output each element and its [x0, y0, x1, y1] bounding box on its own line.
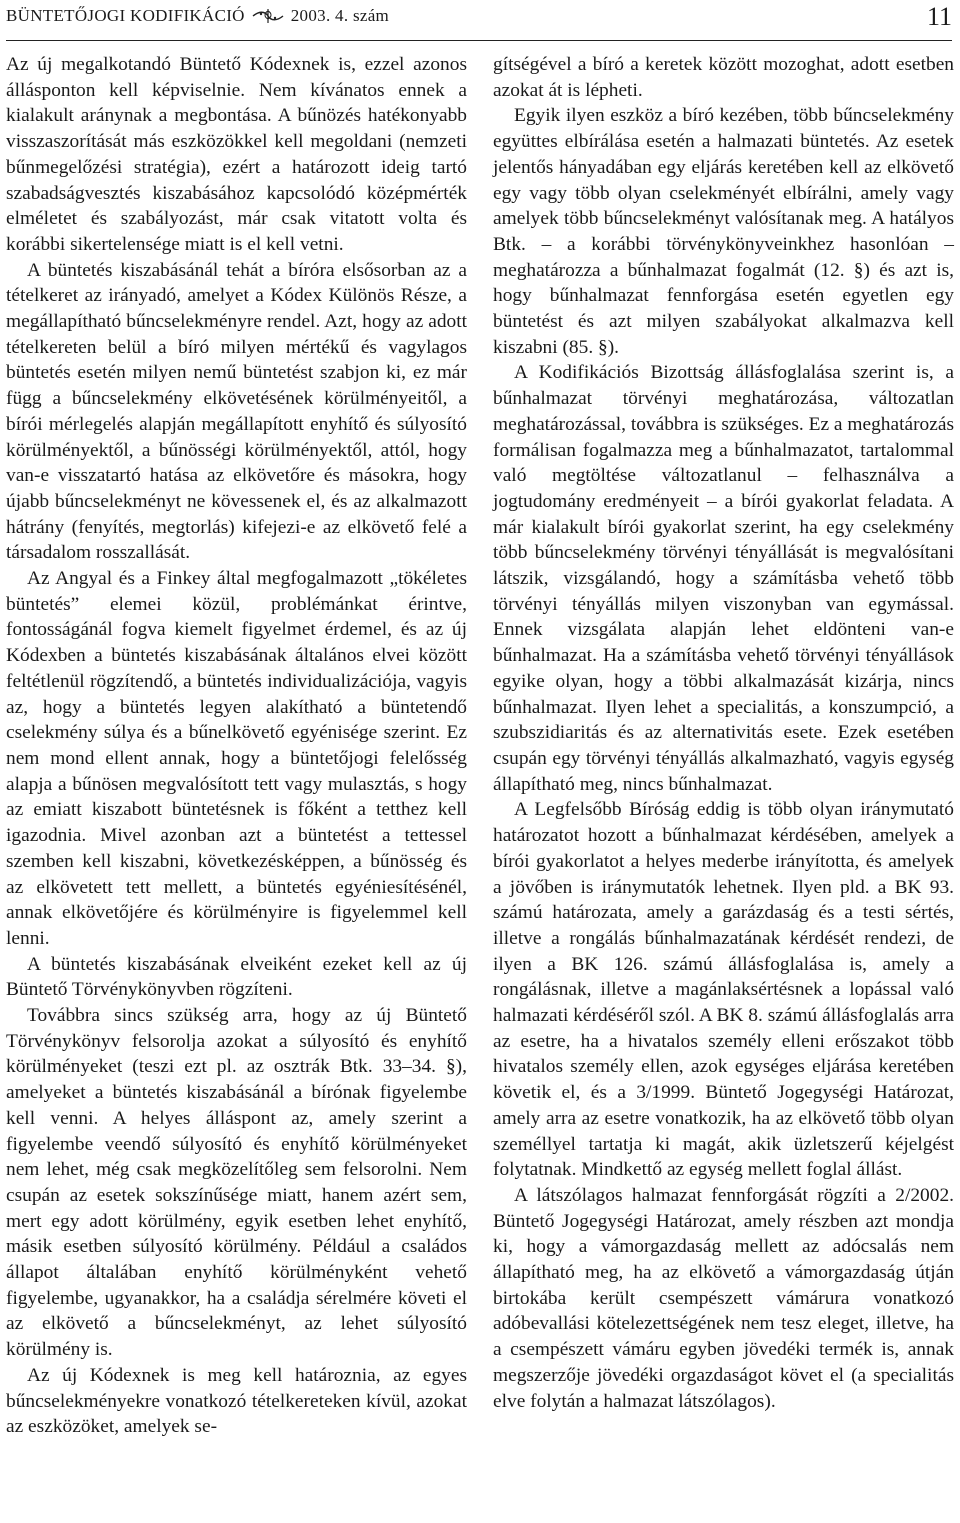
paragraph: A látszólagos halmazat fennforgását rögzíti a 2/2002. Büntető Jogegységi Határozat, amely részben azt mondja ki, hogy a vámorgazdaság mellett az adócsalás nem állapítható meg, ha az elkövető a vámorgazdaság útján birtokába került csempészett vámárura vonatkozó adóbevallási kötelezettségének nem tesz eleget, illetve, ha a csempészett vámáru egyben jövedéki termék is, annak megszerzője jövedéki orgazdaságot követ el (a specialitás elve folytán a halmazat látszólagos).	[493, 1184, 954, 1412]
article-body	[6, 52, 954, 1440]
paragraph: A Legfelsőbb Bíróság eddig is több olyan iránymutató határozatot hozott a bűnhalmazat kérdésében, amelyek a bírói gyakorlatot a helyes mederbe irányította, és amelyek a jövőben is iránymutatók lehetnek. Ilyen pld. a BK 93. számú határozata, amely a garázdaság és a testi sértés, illetve a rongálás bűnhalmazatának kérdését rendezi, de ilyen a BK 126. számú állásfoglalása is, amely a rongálásnak, illetve a magánlaksértésnek a lopással való halmazati kérdéséről szól. A BK 8. számú állásfoglalás arra az esetre, ha a hivatalos személy elleni erőszakot több hivatalos személy ellen, azok egységes eljárása keretében követik el, és a 3/1999. Büntető Jogegységi Határozat, amely arra az esetre vonatkozik, ha az elkövető több olyan személlyel tartatja ki magát, akik üzletszerű kéjelgést folytatnak. Mindkettő az egység mellett foglal állást.	[493, 799, 954, 1181]
paragraph: A büntetés kiszabásának elveiként ezeket kell az új Büntető Törvénykönyvben rögzíteni.	[6, 953, 467, 1001]
page-number: 11	[926, 2, 952, 31]
left-column	[6, 52, 467, 1440]
quill-ornament-icon	[251, 7, 285, 25]
page-header	[6, 0, 952, 41]
paragraph: Egyik ilyen eszköz a bíró kezében, több bűncselekmény együttes elbírálása esetén a halmazati büntetés. Az esetek jelentős hányadában egy eljárás keretében kell az elkövető egy vagy több olyan cselekményét elbírálni, amely vagy amelyek több bűncselekményt valósítanak meg. A hatályos Btk. – a korábbi törvénykönyveinkhez hasonlóan – meghatározza a bűnhalmazat fogalmát (12. §) és azt is, hogy bűnhalmazat fennforgása esetén egyetlen egy büntetést és azt milyen szabályokat alkalmazva kell kiszabni (85. §).	[493, 105, 954, 358]
paragraph: gítségével a bíró a keretek között mozoghat, adott esetben azokat át is lépheti.	[493, 54, 954, 101]
running-title: BÜNTETŐJOGI KODIFIKÁCIÓ	[6, 6, 245, 25]
paragraph: Az új megalkotandó Büntető Kódexnek is, ezzel azonos állásponton kell képviselnie. Nem kívánatos ennek a kialakult aránynak a megbontása. A bűnözés hatékonyabb visszaszorítását más eszközökkel kell megoldani (nemzeti bűnmegelőzési stratégia), ezért a határozott ideig tartó szabadságvesztés kiszabásához kapcsolódó középmérték elméletet és szabályozást, már csak vitatott volta és korábbi sikertelensége miatt is el kell vetni.	[6, 54, 467, 255]
paragraph: A büntetés kiszabásánál tehát a bíróra elsősorban az a tételkeret az irányadó, amelyet a Kódex Különös Része, a megállapítható bűncselekményre rendel. Azt, hogy az adott tételkereten belül a bíró milyen mértékű és vagylagos büntetés esetén milyen nemű büntetést szabjon ki, ez már függ a bűncselekmény elkövetésének körülményeitől, a bírói mérlegelés alapján megállapított enyhítő és súlyosító körülményektől, a bűnösségi körülményektől, attól, hogy van-e visszatartó hatása az elkövetőre és másokra, hogy újabb bűncselekményt ne kövessenek el, és az alkalmazott hátrány (fenyítés, megtorlás) kifejezi-e az elkövető felé a társadalom rosszallását.	[6, 259, 467, 564]
paragraph: A Kodifikációs Bizottság állásfoglalása szerint is, a bűnhalmazat törvényi meghatározása, változatlan meghatározással, továbbra is szükséges. Ez a meghatározás formálisan fogalmazza meg a bűnhalmazatot, tartalommal való megtöltése változatlanul – felhasználva a jogtudomány eredményeit – a bírói gyakorlat feladata. A már kialakult bírói gyakorlat szerint, ha egy cselekmény több bűncselekmény törvényi tényállását is megvalósítani látszik, vizsgálandó, hogy a számításba vehető több törvényi tényállás milyen viszonyban van egymással. Ennek vizsgálata alapján lehet eldönteni van-e bűnhalmazat. Ha a számításba vehető törvényi tényállások egyike olyan, hogy a többi alkalmazását kizárja, nincs bűnhalmazat. Ilyen lehet a specialitás, a konszumpció, a szubszidiaritás és az alternativitás esete. Ezek esetében csupán egy törvényi tényállás alkalmazható, vagyis egység állapítható meg, nincs bűnhalmazat.	[493, 362, 954, 795]
right-column	[493, 52, 954, 1440]
running-header	[6, 6, 389, 26]
paragraph: Továbbra sincs szükség arra, hogy az új Büntető Törvénykönyv felsorolja azokat a súlyosító és enyhítő körülményeket (teszi ezt pl. az osztrák Btk. 33–34. §), amelyeket a büntetés kiszabásánál a bírónak figyelembe kell venni. A helyes álláspont az, amely szerint a figyelembe veendő súlyosító és enyhítő körülményeket nem lehet, még csak megközelítőleg sem felsorolni. Nem csupán az esetek sokszínűsége miatt, hanem azért sem, mert egy adott körülmény, egyik esetben lehet enyhítő, másik esetben súlyosító körülmény. Például a családos állapot általában enyhítő körülményként vehető figyelembe, ugyanakkor, ha a családja sérelmére követi el az elkövető a bűncselekményt, az lehet súlyosító körülmény is.	[6, 1005, 467, 1361]
issue-label: 2003. 4. szám	[290, 6, 390, 25]
paragraph: Az új Kódexnek is meg kell határoznia, az egyes bűncselekményekre vonatkozó tételkereteken kívül, azokat az eszközöket, amelyek se-	[6, 1364, 467, 1438]
paragraph: Az Angyal és a Finkey által megfogalmazott „tökéletes büntetés” elemei közül, problémánkat érintve, fontosságánál fogva kiemelt figyelmet érdemel, és az új Kódexben a büntetés kiszabásának általános elvei között feltétlenül rögzítendő, a büntetés individualizációja, vagyis az, hogy a büntetés legyen alakítható a büntetendő cselekmény súlya és a bűnelkövető egyénisége szerint. Ez nem mond ellent annak, hogy a büntetőjogi felelősség alapja a bűnösen megvalósított tett vagy mulasztás, s hogy az emiatt kiszabott büntetésnek is főként a tetthez kell igazodnia. Mivel azonban azt a büntetést a tettessel szemben kell kiszabni, következésképpen, a bűnösség és az elkövetett tett mellett, a büntetés egyéniesítésénél, annak elkövetőjére és körülményire is figyelemmel kell lenni.	[6, 568, 467, 949]
